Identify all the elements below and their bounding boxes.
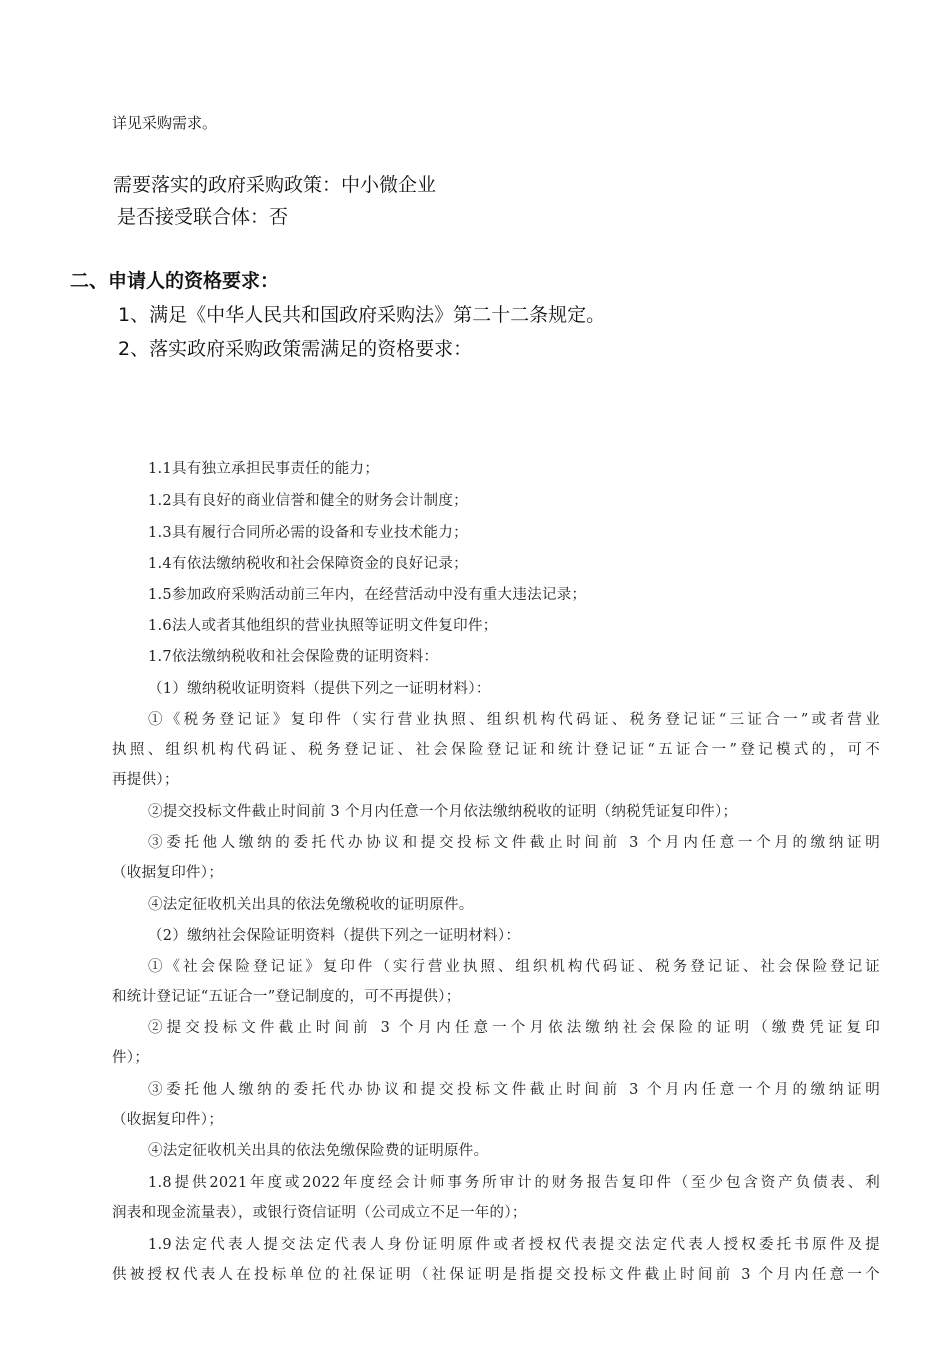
- requirement-1-5: 1.5参加政府采购活动前三年内，在经营活动中没有重大违法记录；: [148, 587, 587, 603]
- tax-proof-option-d: ④法定征收机关出具的依法免缴税收的证明原件。: [148, 897, 474, 913]
- qualification-item-2: 2、落实政府采购政策需满足的资格要求：: [118, 338, 473, 360]
- section-heading: 二、申请人的资格要求：: [70, 270, 280, 292]
- consortium-line: 是否接受联合体：否: [117, 206, 289, 228]
- procurement-policy-line: 需要落实的政府采购政策：中小微企业: [113, 174, 437, 196]
- requirement-1-2: 1.2具有良好的商业信誉和健全的财务会计制度；: [148, 493, 468, 509]
- tax-proof-option-c: ③委托他人缴纳的委托代办协议和提交投标文件截止时间前 3 个月内任意一个月的缴纳证明: [148, 835, 880, 851]
- tax-proof-option-a-end: 再提供）；: [112, 772, 179, 788]
- requirement-1-8: 1.8提供2021年度或2022年度经会计师事务所审计的财务报告复印件（至少包含资产负债表、利: [148, 1175, 880, 1191]
- requirement-1-1: 1.1具有独立承担民事责任的能力；: [148, 461, 380, 477]
- requirement-1-3: 1.3具有履行合同所必需的设备和专业技术能力；: [148, 525, 468, 541]
- tax-proof-option-c-end: （收据复印件）；: [112, 865, 224, 881]
- see-requirements-text: 详见采购需求。: [112, 114, 218, 132]
- requirement-1-9-cont: 供被授权代表人在投标单位的社保证明（社保证明是指提交投标文件截止时间前 3 个月内任意一个: [112, 1267, 880, 1283]
- social-insurance-option-c: ③委托他人缴纳的委托代办协议和提交投标文件截止时间前 3 个月内任意一个月的缴纳证明: [148, 1082, 880, 1098]
- requirement-1-6: 1.6法人或者其他组织的营业执照等证明文件复印件；: [148, 618, 498, 634]
- requirement-1-8-end: 润表和现金流量表），或银行资信证明（公司成立不足一年的）；: [112, 1205, 527, 1221]
- social-insurance-option-b-end: 件）；: [112, 1050, 150, 1066]
- tax-proof-option-b: ②提交投标文件截止时间前 3 个月内任意一个月依法缴纳税收的证明（纳税凭证复印件）；: [148, 804, 738, 820]
- tax-proof-heading: （1）缴纳税收证明资料（提供下列之一证明材料）：: [148, 681, 491, 697]
- tax-proof-option-a: ①《税务登记证》复印件（实行营业执照、组织机构代码证、税务登记证“三证合一”或者营业: [148, 712, 880, 728]
- social-insurance-option-c-end: （收据复印件）；: [112, 1112, 224, 1128]
- requirement-1-4: 1.4有依法缴纳税收和社会保障资金的良好记录；: [148, 556, 468, 572]
- tax-proof-option-a-cont: 执照、组织机构代码证、税务登记证、社会保险登记证和统计登记证“五证合一”登记模式的，可不: [112, 742, 880, 758]
- social-insurance-option-a-end: 和统计登记证“五证合一”登记制度的，可不再提供）；: [112, 989, 461, 1005]
- social-insurance-heading: （2）缴纳社会保险证明资料（提供下列之一证明材料）：: [148, 928, 521, 944]
- qualification-item-1: 1、满足《中华人民共和国政府采购法》第二十二条规定。: [118, 304, 606, 326]
- social-insurance-option-d: ④法定征收机关出具的依法免缴保险费的证明原件。: [148, 1143, 489, 1159]
- social-insurance-option-a: ①《社会保险登记证》复印件（实行营业执照、组织机构代码证、税务登记证、社会保险登记证: [148, 959, 880, 975]
- requirement-1-9: 1.9法定代表人提交法定代表人身份证明原件或者授权代表提交法定代表人授权委托书原件及提: [148, 1237, 880, 1253]
- social-insurance-option-b: ②提交投标文件截止时间前 3 个月内任意一个月依法缴纳社会保险的证明（缴费凭证复印: [148, 1020, 880, 1036]
- requirement-1-7: 1.7依法缴纳税收和社会保险费的证明资料：: [148, 649, 439, 665]
